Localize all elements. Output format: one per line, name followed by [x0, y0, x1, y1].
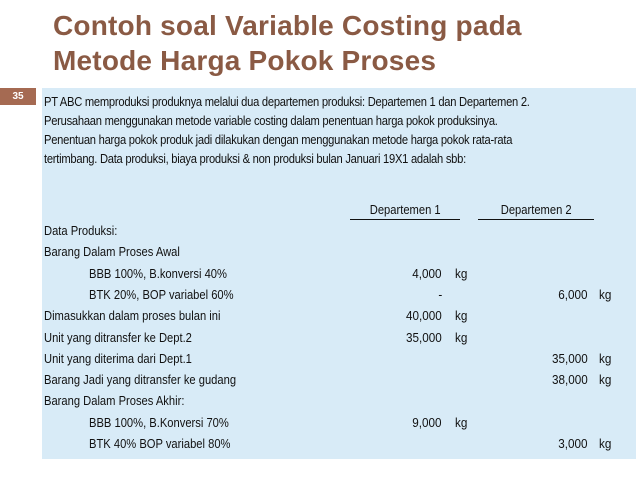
dept1-value-text: 9,000: [412, 414, 442, 430]
table-row: [42, 348, 636, 369]
row-label: Unit yang ditransfer ke Dept.2: [44, 329, 192, 345]
dept1-value-text: 35,000: [406, 329, 442, 345]
dept2-unit-text: kg: [599, 350, 612, 366]
row-label: BTK 40% BOP variabel 80%: [89, 436, 231, 451]
table-row: [42, 390, 636, 411]
table-row: [42, 412, 636, 433]
row-label: BBB 100%, B.Konversi 70%: [89, 414, 229, 430]
slide-title: [53, 8, 613, 78]
row-label: BTK 20%, BOP variabel 60%: [89, 286, 234, 302]
row-label: Barang Jadi yang ditransfer ke gudang: [44, 372, 237, 388]
dept1-value-text: 40,000: [406, 308, 442, 324]
column-header-dept1-label: Departemen 1: [369, 202, 441, 217]
dept1-value: [362, 327, 442, 348]
dept1-unit: [455, 305, 469, 326]
dept1-value: [362, 390, 442, 411]
row-label: Barang Dalam Proses Awal: [44, 244, 180, 260]
content-panel: [42, 88, 636, 459]
dept2-value: [502, 348, 588, 369]
table-row: [42, 284, 636, 305]
table-row: [42, 369, 636, 390]
row-label: Barang Dalam Proses Akhir:: [44, 393, 185, 409]
dept2-value: [502, 263, 588, 284]
dept2-value: [502, 284, 588, 305]
dept1-value: [362, 241, 442, 262]
dept2-value-text: 38,000: [552, 372, 588, 388]
column-header-dept1: [350, 201, 460, 220]
table-row: [42, 241, 636, 262]
dept1-value: [362, 348, 442, 369]
dept2-unit: [599, 284, 613, 305]
dept2-value: [502, 220, 588, 241]
table-row: [42, 433, 636, 454]
row-label: Dimasukkan dalam proses bulan ini: [44, 308, 221, 324]
dept1-unit: [455, 263, 469, 284]
dept1-value-text: 4,000: [412, 265, 442, 281]
row-label: BBB 100%, B.konversi 40%: [89, 265, 227, 281]
dept1-value: [362, 433, 442, 454]
dept2-value: [502, 412, 588, 433]
intro-line: Perusahaan menggunakan metode variable costing dalam penentuan harga pokok produksinya.: [44, 113, 498, 128]
slide-title-line-1: Contoh soal Variable Costing pada: [53, 10, 522, 41]
row-label: Unit yang diterima dari Dept.1: [44, 350, 192, 366]
intro-line: Penentuan harga pokok produk jadi dilakukan dengan menggunakan metode harga pokok rata-rata: [44, 132, 513, 147]
dept2-value: [502, 241, 588, 262]
table-row: [42, 327, 636, 348]
dept1-unit-text: kg: [455, 329, 468, 345]
table-row: [42, 263, 636, 284]
dept1-value: [362, 263, 442, 284]
dept1-unit: [455, 327, 469, 348]
dept1-value-text: -: [438, 286, 442, 302]
dept1-value: [362, 220, 442, 241]
dept2-unit-text: kg: [599, 372, 612, 388]
dept2-unit: [599, 369, 613, 390]
dept2-value-text: 3,000: [558, 436, 588, 451]
column-header-dept2-label: Departemen 2: [500, 202, 572, 217]
row-label: Data Produksi:: [44, 223, 118, 238]
dept2-value: [502, 433, 588, 454]
dept2-value: [502, 390, 588, 411]
dept2-value: [502, 369, 588, 390]
slide-number-badge: 35: [0, 88, 36, 105]
intro-line: tertimbang. Data produksi, biaya produksi & non produksi bulan Januari 19X1 adalah sbb:: [44, 151, 466, 166]
dept1-unit-text: kg: [455, 308, 468, 324]
intro-paragraph: [44, 92, 634, 168]
dept1-unit: [455, 412, 469, 433]
dept1-value: [362, 412, 442, 433]
dept2-value-text: 6,000: [558, 286, 588, 302]
dept2-unit-text: kg: [599, 436, 612, 451]
dept2-value: [502, 327, 588, 348]
column-header-dept2: [478, 201, 594, 220]
dept2-unit: [599, 433, 613, 454]
table-row: [42, 220, 636, 241]
dept1-unit-text: kg: [455, 414, 468, 430]
dept2-value-text: 35,000: [552, 350, 588, 366]
dept1-value: [362, 369, 442, 390]
dept1-value: [362, 284, 442, 305]
slide-title-line-2: Metode Harga Pokok Proses: [53, 45, 437, 76]
dept2-unit-text: kg: [599, 286, 612, 302]
dept1-unit-text: kg: [455, 265, 468, 281]
intro-line: PT ABC memproduksi produknya melalui dua departemen produksi: Departemen 1 dan Departemen 2.: [44, 94, 530, 109]
dept1-value: [362, 305, 442, 326]
dept2-value: [502, 305, 588, 326]
dept2-unit: [599, 348, 613, 369]
table-row: [42, 305, 636, 326]
